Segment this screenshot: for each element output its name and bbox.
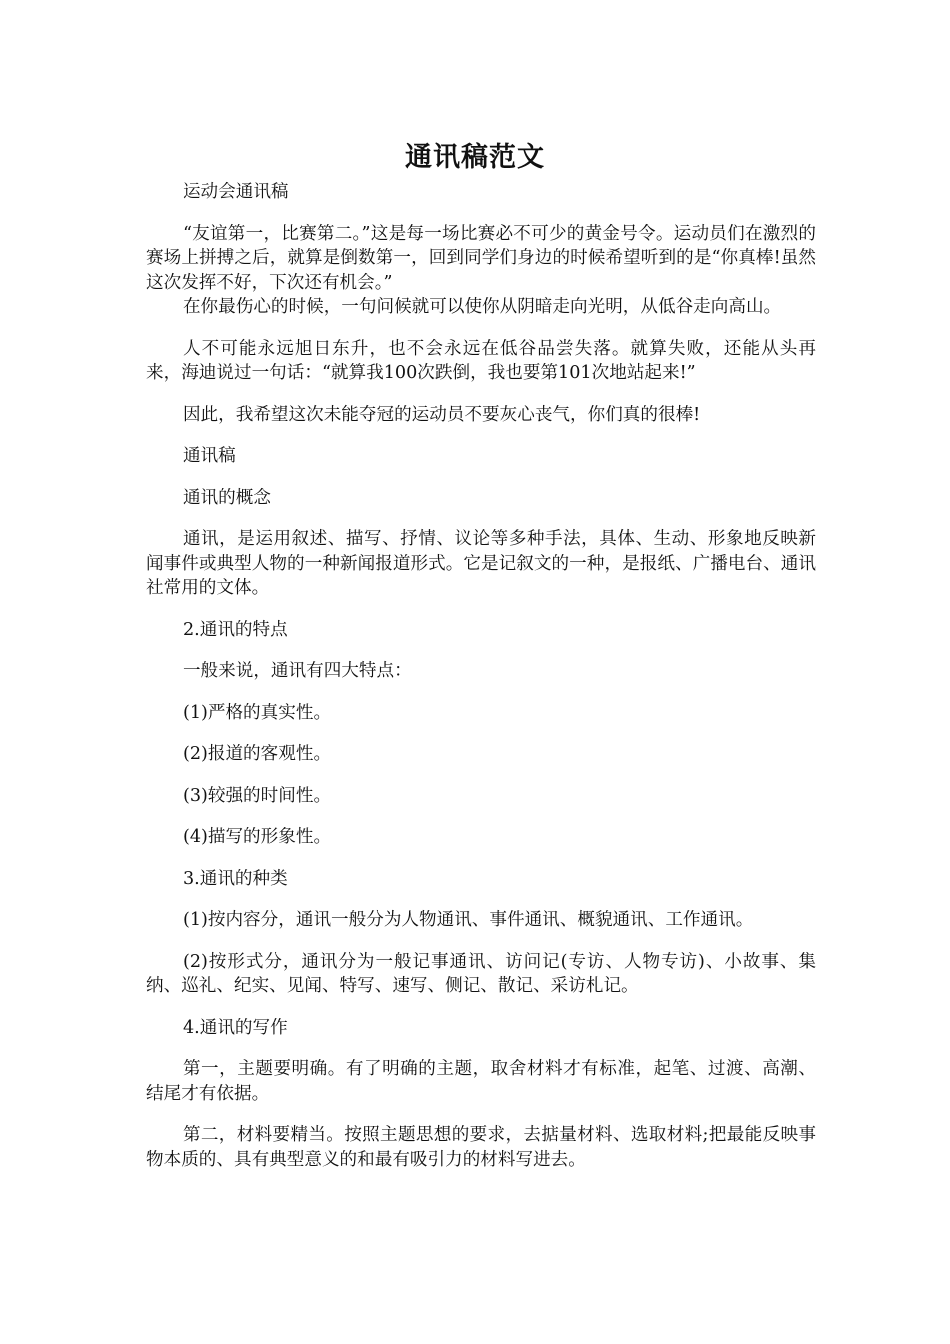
paragraph: 因此，我希望这次未能夺冠的运动员不要灰心丧气，你们真的很棒! — [182, 404, 701, 425]
document-title: 通讯稿范文 — [405, 142, 545, 173]
paragraph: 4.通讯的写作 — [182, 1017, 288, 1038]
list-item: (2)按形式分，通讯分为一般记事通讯、访问记(专访、人物专访)、小故事、集纳、巡礼、纪实、见闻、特写、速写、侧记、散记、采访札记。 — [146, 951, 816, 996]
paragraph: 人不可能永远旭日东升，也不会永远在低谷品尝失落。就算失败，还能从头再来，海迪说过一句话：“就算我100次跌倒，我也要第101次地站起来!” — [146, 338, 816, 383]
paragraph: 在你最伤心的时候，一句问候就可以使你从阴暗走向光明，从低谷走向高山。 — [182, 297, 782, 317]
paragraph: 通讯稿 — [182, 446, 236, 466]
paragraph: 2.通讯的特点 — [182, 619, 288, 640]
paragraph: 第一，主题要明确。有了明确的主题，取舍材料才有标准，起笔、过渡、高潮、结尾才有依据。 — [146, 1059, 816, 1104]
paragraph: 通讯的概念 — [182, 487, 271, 508]
paragraph: 第二，材料要精当。按照主题思想的要求，去掂量材料、选取材料;把最能反映事物本质的、具有典型意义的和最有吸引力的材料写进去。 — [146, 1125, 816, 1170]
list-item: (1)按内容分，通讯一般分为人物通讯、事件通讯、概貌通讯、工作通讯。 — [182, 910, 754, 930]
paragraph: 3.通讯的种类 — [182, 868, 288, 889]
paragraph: 一般来说，通讯有四大特点： — [182, 661, 412, 681]
list-item: (3)较强的时间性。 — [182, 785, 332, 806]
list-item: (4)描写的形象性。 — [182, 827, 332, 847]
paragraph: “友谊第一，比赛第二。”这是每一场比赛必不可少的黄金号令。运动员们在激烈的赛场上拼搏之后，就算是倒数第一，回到同学们身边的时候希望听到的是“你真棒!虽然这次发挥不好，下次还有机会。” — [146, 223, 816, 293]
list-item: (2)报道的客观性。 — [182, 744, 332, 764]
document-body — [146, 180, 816, 1189]
paragraph: 运动会通讯稿 — [182, 182, 289, 202]
list-item: (1)严格的真实性。 — [182, 702, 332, 723]
paragraph: 通讯，是运用叙述、描写、抒情、议论等多种手法，具体、生动、形象地反映新闻事件或典型人物的一种新闻报道形式。它是记叙文的一种，是报纸、广播电台、通讯社常用的文体。 — [146, 529, 816, 598]
